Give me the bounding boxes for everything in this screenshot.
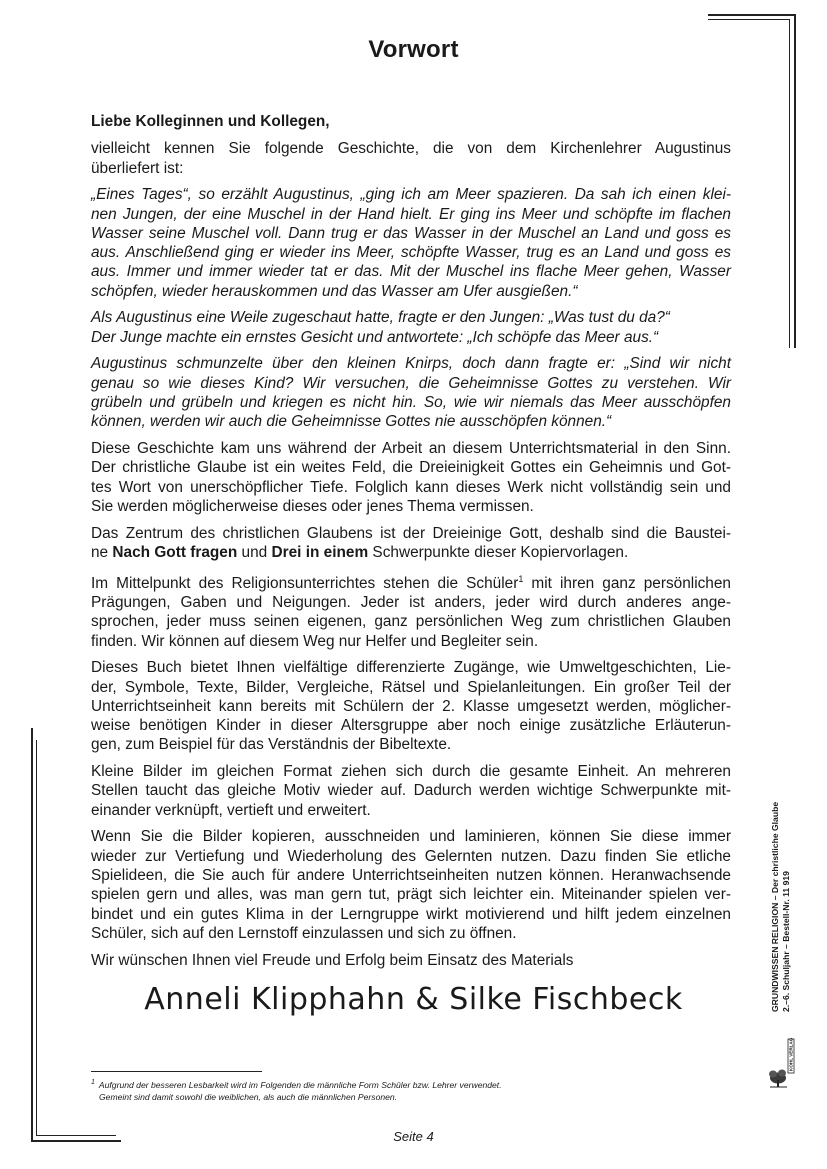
frame-line-top-right <box>708 14 795 16</box>
frame-line-top-right-inner <box>708 19 790 20</box>
paragraph-6: Wenn Sie die Bilder kopieren, ausschneiden und laminieren, können Sie diese immer wieder zur Vertiefung und Wiederholung des Gelernten nutzen. Dazu finden Sie etliche Spielideen, die Sie auch für andere Unterrichtseinheiten nutzen können. Heranwachsende spielen gern und alles, was man gern tut, prägt sich leichter ein. Miteinander spielen ver- bindet und ein gutes Klima in der Lerngruppe wirkt motivierend und hilft jedem einzelnen Schüler, sich auf den Lernstoff einzulassen und sich zu öffnen. <box>91 828 731 942</box>
frame-line-left <box>31 728 33 1141</box>
bold-module-1: Nach Gott fragen <box>112 543 238 561</box>
side-info-line-1: GRUNDWISSEN RELIGION – Der christliche Glaube <box>770 801 780 1012</box>
quote-paragraph-3: Augustinus schmunzelte über den kleinen Knirps, doch dann fragte er: „Sind wir nicht genau so wie dieses Kind? Wir versuchen, die Geheimnisse Gottes zu verstehen. Wir grübeln und grübeln und kriegen es nicht hin. So, wie wir niemals das Meer ausschöpfen können, werden wir auch die Geheimnisse Gottes nie ausschöpfen können.“ <box>91 355 731 431</box>
page-number: Seite 4 <box>393 1129 434 1144</box>
side-info-line-2: 2.–6. Schuljahr – Bestell-Nr. 11 919 <box>781 871 791 1012</box>
signature: Anneli Klipphahn & Silke Fischbeck <box>144 982 683 1017</box>
frame-line-right-inner <box>789 19 790 348</box>
footnote-line-2: Gemeint sind damit sowohl die weiblichen, als auch die männlichen Personen. <box>99 1092 398 1103</box>
footnote-marker: 1 <box>518 573 524 584</box>
frame-line-left-inner <box>36 740 37 1136</box>
footnote-divider <box>91 1071 262 1072</box>
publisher-logo <box>765 1035 795 1090</box>
paragraph-2: Das Zentrum des christlichen Glaubens ist der Dreieinige Gott, deshalb sind die Baustei- ne Nach Gott fragen und Drei in einem Schwerpunkte dieser Kopiervorlagen. <box>91 524 731 561</box>
paragraph-1: Diese Geschichte kam uns während der Arbeit an diesem Unterrichtsmaterial in den Sinn. Der christliche Glaube ist ein weites Feld, die Dreieinigkeit Gottes ein Geheimnis und Got- tes Wort von unerschöpflicher Tiefe. Folglich kann dieses Werk nicht vollständig sein und Sie werden möglicherweise dieses oder jenes Thema vermissen. <box>91 440 731 515</box>
paragraph-4: Dieses Buch bietet Ihnen vielfältige differenzierte Zugänge, wie Umweltgeschichten, Lie- der, Symbole, Texte, Bilder, Vergleiche, Rätsel und Spielanleitungen. Ein großer Teil der Unterrichtseinheit kann bereits mit Schülern der 2. Klasse umgesetzt werden, möglicher- weise benötigen Kinder in dieser Altersgruppe aber noch einige zusätzliche Erläuterun- gen, zum Beispiel für das Verständnis der Bibeltexte. <box>91 659 731 754</box>
greeting: Liebe Kolleginnen und Kollegen, <box>91 113 330 130</box>
closing-line: Wir wünschen Ihnen viel Freude und Erfolg beim Einsatz des Materials <box>91 951 574 969</box>
paragraph-5: Kleine Bilder im gleichen Format ziehen sich durch die gesamte Einheit. An mehreren Stellen taucht das gleiche Motiv wieder auf. Dadurch werden wichtige Schwerpunkte mit- einander verknüpft, vertieft und erweitert. <box>91 763 731 819</box>
paragraph-3: Im Mittelpunkt des Religionsunterrichtes stehen die Schüler$^1$ mit ihren ganz persönlichen Prägungen, Gaben und Neigungen. Jeder ist anders, jeder wird durch anderes ange- sprochen, jeder muss seinen eigenen, ganz persönlichen Weg zum christlichen Glauben finden. Wir können auf diesem Weg nur Helfer und Begleiter sein. <box>91 573 731 650</box>
quote-paragraph-2: Als Augustinus eine Weile zugeschaut hatte, fragte er den Jungen: „Was tust du da?“ Der Junge machte ein ernstes Gesicht und antwortete: „Ich schöpfe das Meer aus.“ <box>91 309 670 346</box>
body-text <box>91 112 731 977</box>
intro-paragraph: vielleicht kennen Sie folgende Geschichte, die von dem Kirchenlehrer Augustinus überliefert ist: <box>91 140 731 177</box>
quote-paragraph-1: „Eines Tages“, so erzählt Augustinus, „ging ich am Meer spazieren. Da sah ich einen klei- nen Jungen, der eine Muschel in der Hand hielt. Er ging ins Meer und schöpfte im flachen Wasser seine Muschel voll. Dann trug er das Wasser in der Muschel an Land und goss es aus. Anschließend ging er wieder ins Meer, schöpfte Wasser, trug es an Land und goss es aus. Immer und immer wieder tat er das. Mit der Muschel ins flache Meer gehen, Wasser schöpfen, wieder herauskommen und das Wasser am Ufer ausgießen.“ <box>91 186 731 300</box>
footnote <box>91 1077 651 1104</box>
tree-logo-icon <box>765 1035 795 1090</box>
footnote-number: 1 <box>91 1079 95 1086</box>
bold-module-2: Drei in einem <box>271 543 369 561</box>
footnote-line-1: Aufgrund der besseren Lesbarkeit wird im Folgenden die männliche Form Schüler bzw. Lehrer verwendet. <box>98 1079 502 1090</box>
side-publication-info <box>770 752 808 1012</box>
page-title: Vorwort <box>368 36 459 63</box>
frame-line-right <box>794 14 796 348</box>
publisher-logo-text: KOHL VERLAG <box>788 1037 794 1071</box>
